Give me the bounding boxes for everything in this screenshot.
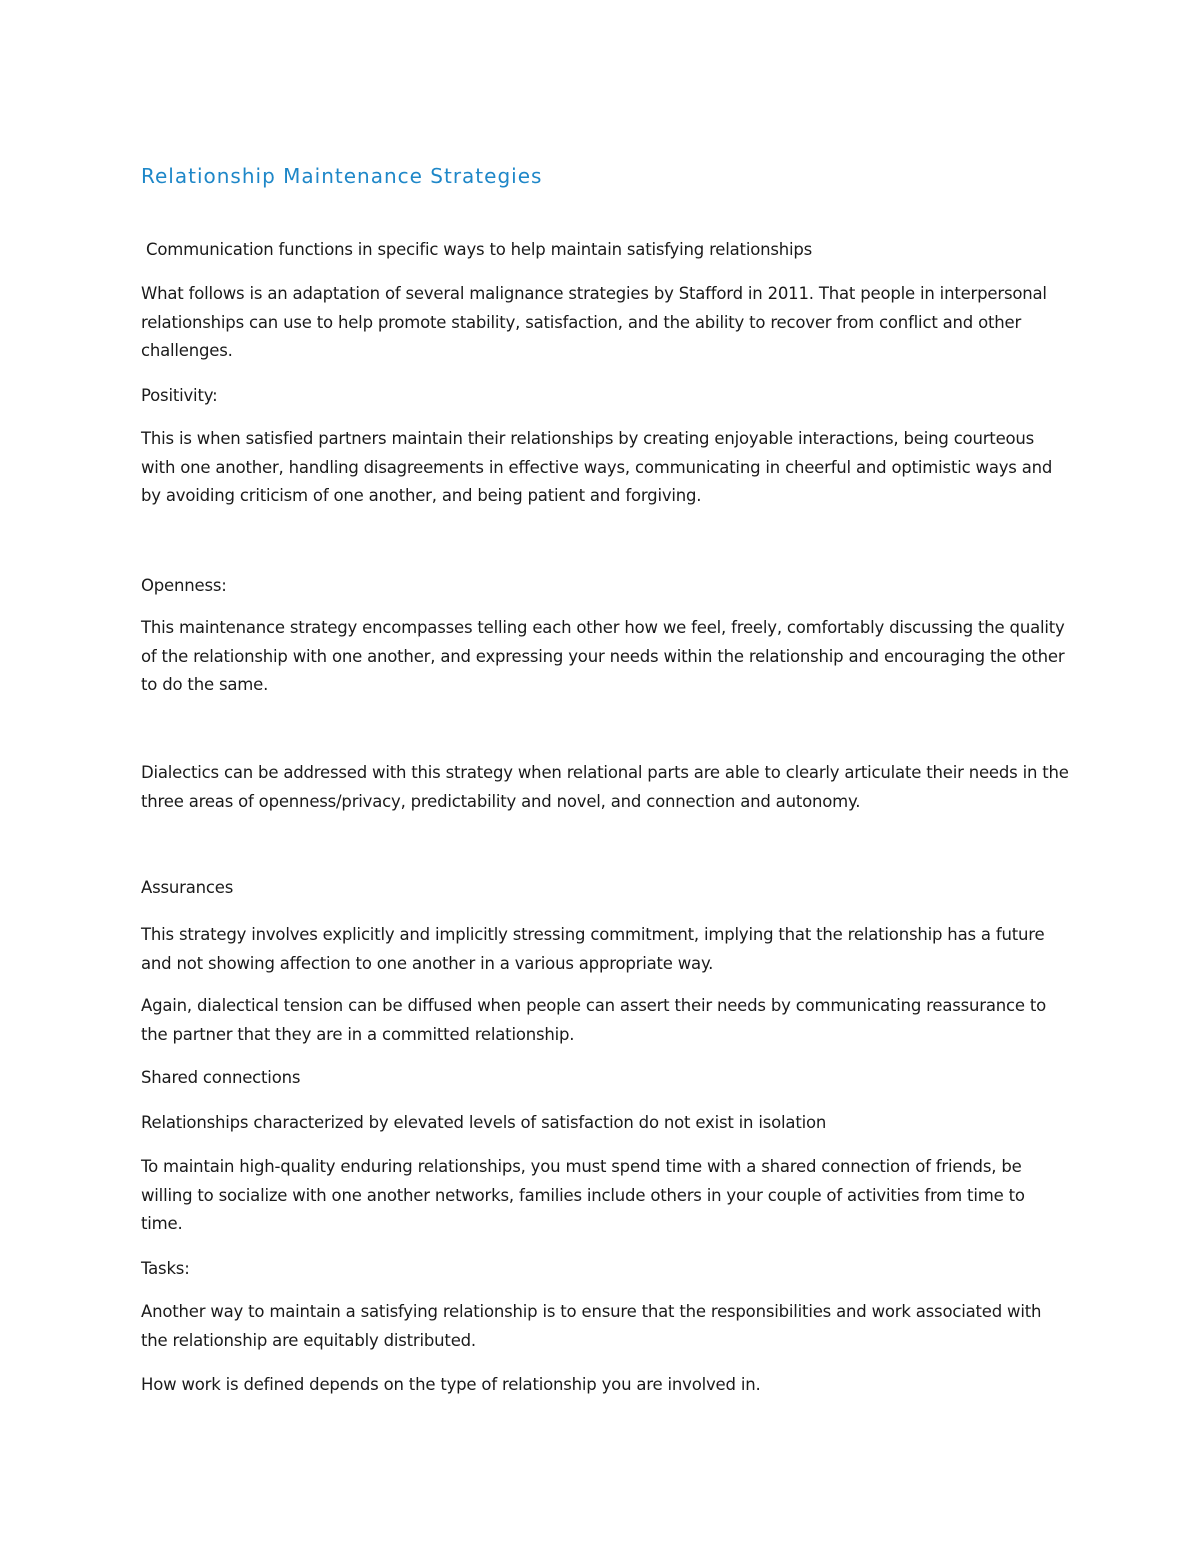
positivity-heading: Positivity: [141, 386, 218, 405]
adaptation-paragraph: What follows is an adaptation of several malignance strategies by Stafford in 2011. That people in interpersonal relationships can use to help promote stability, satisfaction, and the ability to recover from conflict and other challenges. [141, 284, 1047, 360]
assurances-paragraph: This strategy involves explicitly and implicitly stressing commitment, implying that the relationship has a future and not showing affection to one another in a various appropriate way. [141, 925, 1045, 973]
openness-paragraph: This maintenance strategy encompasses telling each other how we feel, freely, comfortably discussing the quality of the relationship with one another, and expressing your needs within the relationship and encouraging the other to do the same. [141, 618, 1065, 694]
positivity-paragraph: This is when satisfied partners maintain their relationships by creating enjoyable interactions, being courteous with one another, handling disagreements in effective ways, communicating in cheerful and optimistic ways and by avoiding criticism of one another, and being patient and forgiving. [141, 429, 1053, 505]
dialectics-paragraph: Dialectics can be addressed with this strategy when relational parts are able to clearly articulate their needs in the three areas of openness/privacy, predictability and novel, and connection and autonomy. [141, 763, 1069, 811]
isolation-paragraph: Relationships characterized by elevated levels of satisfaction do not exist in isolation [141, 1113, 827, 1132]
dialectical-tension-paragraph: Again, dialectical tension can be diffused when people can assert their needs by communicating reassurance to the partner that they are in a committed relationship. [141, 996, 1047, 1044]
tasks-heading: Tasks: [141, 1259, 190, 1278]
shared-connections-heading: Shared connections [141, 1068, 301, 1087]
openness-heading: Openness: [141, 576, 227, 595]
assurances-heading: Assurances [141, 878, 234, 897]
tasks-paragraph: Another way to maintain a satisfying relationship is to ensure that the responsibilities and work associated with the relationship are equitably distributed. [141, 1302, 1042, 1350]
shared-connections-paragraph: To maintain high-quality enduring relationships, you must spend time with a shared connection of friends, be willing to socialize with one another networks, families include others in your couple of activities from time to time. [141, 1157, 1025, 1233]
work-definition-paragraph: How work is defined depends on the type of relationship you are involved in. [141, 1375, 761, 1394]
document-title: Relationship Maintenance Strategies [141, 164, 543, 188]
intro-paragraph: Communication functions in specific ways to help maintain satisfying relationships [141, 240, 813, 259]
